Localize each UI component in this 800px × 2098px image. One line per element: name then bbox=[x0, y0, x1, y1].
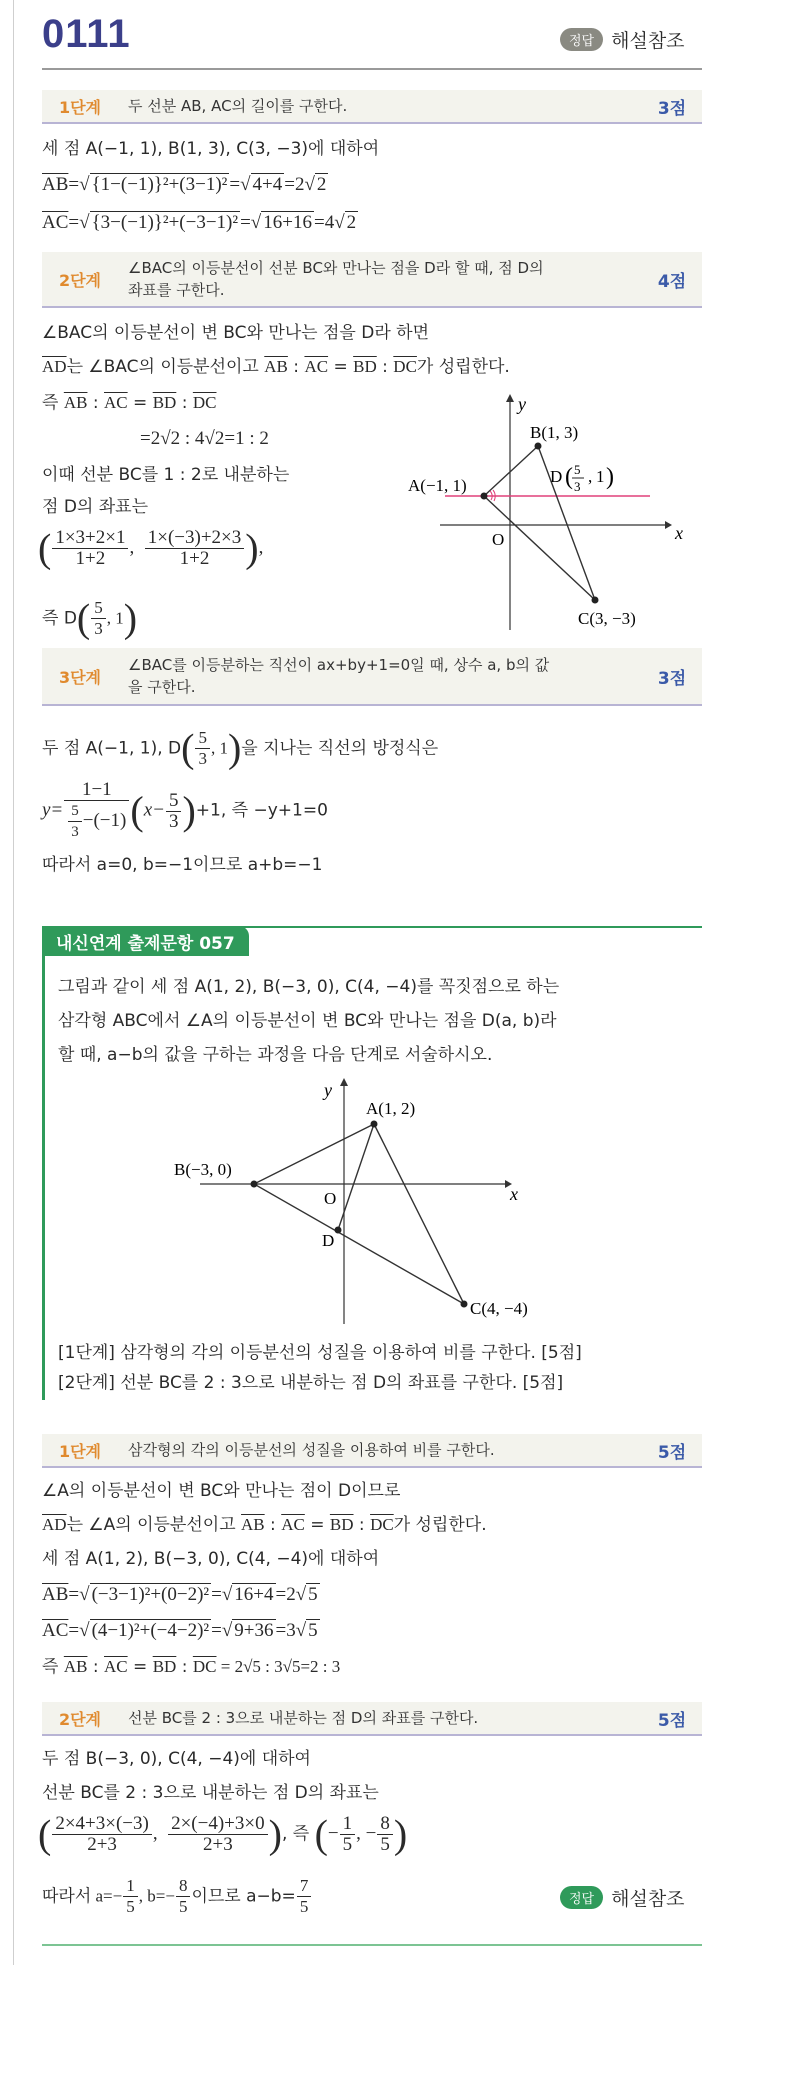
y-label: y bbox=[518, 394, 526, 414]
solution2-line6: 점 D의 좌표는 bbox=[42, 497, 149, 517]
graph-2 bbox=[160, 1074, 580, 1336]
step-points: 3점 bbox=[657, 668, 687, 689]
answer-text: 해설참조 bbox=[611, 1888, 685, 1910]
linked-step2-desc: [2단계] 선분 BC를 2 : 3으로 내분하는 점 D의 좌표를 구한다. [5점] bbox=[58, 1373, 564, 1393]
solution5-line2: 선분 BC를 2 : 3으로 내분하는 점 D의 좌표는 bbox=[42, 1783, 379, 1803]
step-points: 5점 bbox=[657, 1710, 687, 1731]
origin-label: O bbox=[324, 1189, 337, 1208]
svg-text:5: 5 bbox=[574, 462, 581, 477]
solution2-coord-formula: ( $\frac{1\times 3+2\times 1}{1+2}$ , $\frac{1\times(-3)+2\times 3}{1+2}$ ), bbox=[38, 525, 264, 571]
linked-step-1-bar bbox=[42, 1434, 702, 1468]
origin-label: O bbox=[492, 530, 505, 549]
step-points: 5점 bbox=[657, 1442, 687, 1463]
step-title: 삼각형의 각의 이등분선의 성질을 이용하여 비를 구한다. bbox=[128, 1441, 495, 1459]
footer-answer-reference bbox=[560, 1884, 685, 1911]
point-a bbox=[481, 493, 488, 500]
answer-reference bbox=[560, 26, 685, 53]
x-label: x bbox=[675, 523, 683, 543]
x-label: x bbox=[510, 1184, 518, 1204]
answer-text: 해설참조 bbox=[611, 30, 685, 52]
svg-text:,: , bbox=[588, 467, 593, 486]
header-divider bbox=[42, 68, 702, 70]
step-points: 4점 bbox=[657, 271, 687, 292]
step-3-bar bbox=[42, 648, 702, 706]
solution4-ac-length: $\overline{AC}=√$ (4−1)²+(−4−2)² =√ 9+36 =3√ 5 bbox=[42, 1620, 318, 1641]
solution4-ab-length: $\overline{AB}=√$ (−3−1)²+(0−2)² =√ 16+4 =2√ 5 bbox=[42, 1584, 318, 1605]
segment-ac bbox=[374, 1124, 464, 1304]
step-1-bar bbox=[42, 90, 702, 124]
left-margin-line bbox=[13, 0, 14, 1965]
solution2-line3: 즉 $\overline{AB}$ : $\overline{AC} = \overline{BD}$ : $\overline{DC}$ bbox=[42, 393, 217, 413]
step-2-bar bbox=[42, 252, 702, 308]
svg-text:1: 1 bbox=[596, 467, 605, 486]
label-c: C(4, −4) bbox=[470, 1299, 528, 1318]
step-label: 2단계 bbox=[58, 1709, 102, 1729]
segment-bc bbox=[254, 1184, 464, 1304]
linked-step1-desc: [1단계] 삼각형의 각의 이등분선의 성질을 이용하여 비를 구한다. [5점] bbox=[58, 1343, 582, 1363]
ac-length-line: $\overline{AC}=√$ {3−(−1)}²+(−3−1)² =√ 16+16 =4√ 2 bbox=[42, 212, 357, 233]
solution5-coord-formula: ( $\frac{2\times 4+3\times(-3)}{2+3}$ , $\frac{2\times(-4)+3\times 0}{2+3}$ ), 즉 (− $\frac{1}{5}$ , − $\frac{8}{5}$ ) bbox=[38, 1811, 408, 1857]
label-a: A(−1, 1) bbox=[408, 476, 467, 495]
step-title: 선분 BC를 2 : 3으로 내분하는 점 D의 좌표를 구한다. bbox=[128, 1709, 479, 1727]
linked-left-bar bbox=[42, 926, 45, 1400]
linked-question-line1: 그림과 같이 세 점 A(1, 2), B(−3, 0), C(4, −4)를 꼭짓점으로 하는 bbox=[58, 977, 560, 997]
label-d: D bbox=[322, 1231, 335, 1250]
label-d bbox=[550, 462, 614, 494]
svg-text:(: ( bbox=[565, 464, 573, 490]
y-label: y bbox=[324, 1080, 332, 1100]
problem-number: 0111 bbox=[42, 12, 131, 56]
solution1-intro: 세 점 A(−1, 1), B(1, 3), C(3, −3)에 대하여 bbox=[42, 139, 380, 159]
step-points: 3점 bbox=[657, 98, 687, 119]
step-title: ∠BAC를 이등분하는 직선이 ax+by+1=0일 때, 상수 a, b의 값 을 구한다. bbox=[128, 656, 550, 696]
point-d bbox=[335, 1227, 342, 1234]
label-b: B(1, 3) bbox=[530, 423, 579, 442]
solution4-line1: ∠A의 이등분선이 변 BC와 만나는 점이 D이므로 bbox=[42, 1481, 401, 1501]
solution3-line1: 두 점 A(−1, 1), D( $\frac{5}{3}$ , 1)을 지나는 직선의 방정식은 bbox=[42, 725, 439, 771]
solution2-line2: $\overline{AD}$는 ∠BAC의 이등분선이고 $\overline{AB}$ : $\overline{AC} = \overline{BD}$ : $\overline{DC}$가 성립한다. bbox=[42, 357, 510, 377]
solution4-line6: 즉 $\overline{AB}$ : $\overline{AC} = \overline{BD}$ : $\overline{DC} = 2√5$ : 3√5=2 : 3 bbox=[42, 1657, 341, 1677]
step-title: ∠BAC의 이등분선이 선분 BC와 만나는 점을 D라 할 때, 점 D의 좌표를 구한다. bbox=[128, 259, 544, 299]
linked-question-line3: 할 때, a−b의 값을 구하는 과정을 다음 단계로 서술하시오. bbox=[58, 1045, 493, 1065]
step-label: 3단계 bbox=[58, 667, 102, 687]
solution2-line8: 즉 D( $\frac{5}{3}$ , 1) bbox=[42, 595, 138, 641]
point-c bbox=[592, 597, 599, 604]
step-label: 1단계 bbox=[58, 1441, 102, 1461]
point-c bbox=[461, 1301, 468, 1308]
solution2-line5: 이때 선분 BC를 1 : 2로 내분하는 bbox=[42, 465, 290, 485]
graph-1 bbox=[400, 390, 700, 640]
solution3-equation: y= 1−1 $\frac{5}{3}$ −(−1) (x− $\frac{5}{3}$ )+1, 즉 −y+1=0 bbox=[42, 779, 328, 840]
x-axis-arrow bbox=[665, 521, 672, 529]
linked-step-2-bar bbox=[42, 1702, 702, 1736]
step-label: 1단계 bbox=[58, 97, 102, 117]
answer-badge: 정답 bbox=[560, 1886, 603, 1909]
y-axis-arrow bbox=[340, 1078, 348, 1086]
solution5-final: 따라서 a=− $\frac{1}{5}$ , b=− $\frac{8}{5}$ 이므로 a−b= $\frac{7}{5}$ bbox=[42, 1876, 312, 1917]
solution4-line2: $\overline{AD}$는 ∠A의 이등분선이고 $\overline{AB}$ : $\overline{AC} = \overline{BD}$ : $\overline{DC}$가 성립한다. bbox=[42, 1515, 487, 1535]
solution2-line4: =2√2 : 4√2=1 : 2 bbox=[140, 428, 269, 449]
step-label: 2단계 bbox=[58, 270, 102, 290]
svg-text:3: 3 bbox=[574, 479, 581, 494]
linked-problem-tab: 내신연계 출제문항 057 bbox=[42, 926, 249, 956]
point-a bbox=[371, 1121, 378, 1128]
linked-question-line2: 삼각형 ABC에서 ∠A의 이등분선이 변 BC와 만나는 점을 D(a, b)라 bbox=[58, 1011, 557, 1031]
solution3-line3: 따라서 a=0, b=−1이므로 a+b=−1 bbox=[42, 855, 323, 875]
y-axis-arrow bbox=[506, 394, 514, 402]
solution5-line1: 두 점 B(−3, 0), C(4, −4)에 대하여 bbox=[42, 1749, 311, 1769]
svg-text:D: D bbox=[550, 467, 563, 486]
footer-divider bbox=[42, 1944, 702, 1946]
solution4-line3: 세 점 A(1, 2), B(−3, 0), C(4, −4)에 대하여 bbox=[42, 1549, 380, 1569]
label-a: A(1, 2) bbox=[366, 1099, 416, 1118]
svg-text:): ) bbox=[606, 464, 614, 490]
ab-length-line: $\overline{AB}=√$ {1−(−1)}²+(3−1)² =√ 4+4 =2√ 2 bbox=[42, 174, 327, 195]
label-c: C(3, −3) bbox=[578, 609, 636, 628]
label-b: B(−3, 0) bbox=[174, 1160, 232, 1179]
segment-ab bbox=[484, 446, 538, 496]
solution2-line1: ∠BAC의 이등분선이 변 BC와 만나는 점을 D라 하면 bbox=[42, 323, 430, 343]
answer-badge: 정답 bbox=[560, 28, 603, 51]
step-title: 두 선분 AB, AC의 길이를 구한다. bbox=[128, 97, 348, 115]
point-b bbox=[535, 443, 542, 450]
point-b bbox=[251, 1181, 258, 1188]
